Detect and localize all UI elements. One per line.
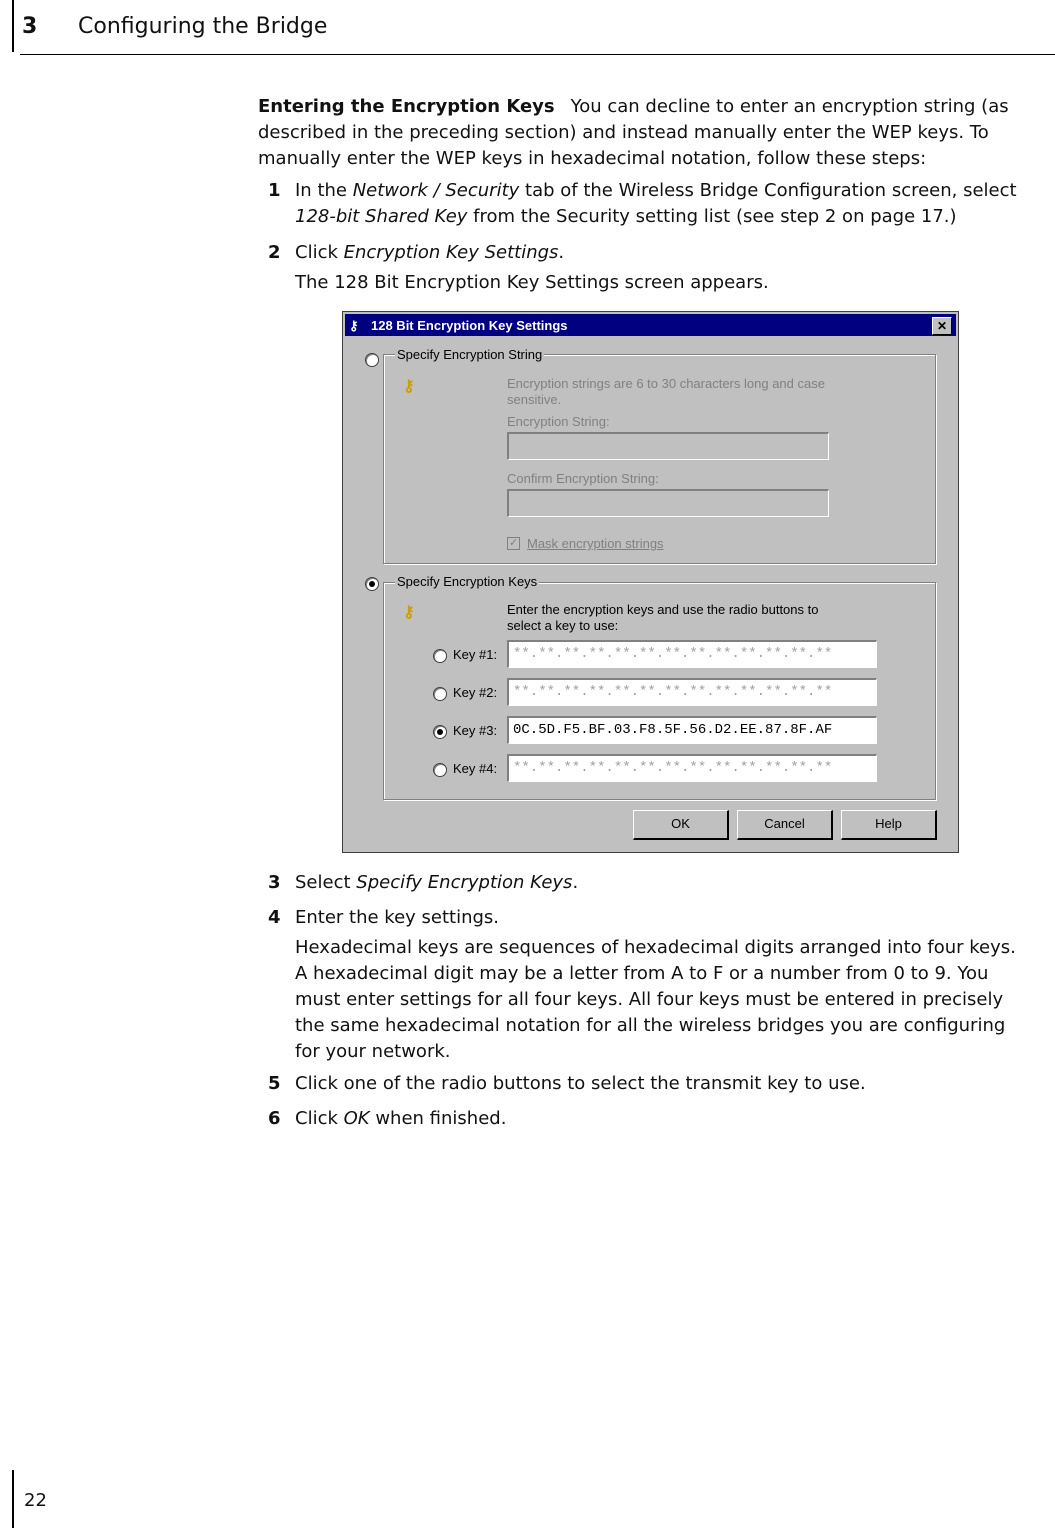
button-reference: Encryption Key Settings (343, 242, 559, 263)
radio-specify-string[interactable] (365, 353, 379, 367)
intro-text: You can decline to enter an encryption string (as described in the preceding section) and instead manually enter the WEP keys. To manually enter the WEP keys in hexadecimal notation, follow these steps: (258, 96, 1009, 169)
key-2-label: Key #2: (453, 685, 498, 700)
ok-button[interactable]: OK (633, 810, 729, 840)
header-rule (20, 54, 1055, 55)
step-text: . (558, 242, 565, 263)
step-text: from the Security setting list (see step 2 on page 17.) (467, 206, 957, 227)
key-icon: ⚷ (403, 378, 415, 395)
chapter-number: 3 (22, 14, 38, 39)
key-3-input[interactable]: 0C.5D.F5.BF.03.F8.5F.56.D2.EE.87.8F.AF (507, 716, 877, 744)
tab-reference: Network / Security (352, 180, 520, 201)
intro-paragraph (258, 94, 1053, 172)
step-6 (268, 1106, 507, 1132)
option-reference: Specify Encryption Keys (356, 872, 573, 893)
string-description: Encryption strings are 6 to 30 characters long and case sensitive. (507, 376, 825, 407)
step-2 (268, 240, 565, 266)
cancel-button[interactable]: Cancel (737, 810, 833, 840)
encryption-string-label: Encryption String: (507, 414, 610, 429)
dialog-titlebar (345, 314, 956, 336)
step-4-detail: Hexadecimal keys are sequences of hexadecimal digits arranged into four keys. A hexadecimal digit may be a letter from A to F or a number from 0 to 9. You must enter settings for all four keys. All four keys must be entered in precisely the same hexadecimal notation for all the wireless bridges you are configuring for your network. (295, 937, 1016, 1062)
step-2-result: The 128 Bit Encryption Key Settings screen appears. (295, 272, 769, 293)
chapter-title: Configuring the Bridge (78, 14, 328, 39)
radio-specify-keys[interactable] (365, 577, 379, 591)
section-heading: Entering the Encryption Keys (258, 96, 555, 117)
step-text: Click one of the radio buttons to select the transmit key to use. (295, 1073, 866, 1094)
mask-checkbox[interactable]: ✓ (508, 537, 519, 549)
confirm-string-label: Confirm Encryption String: (507, 471, 659, 486)
key-1-label: Key #1: (453, 647, 498, 662)
radio-key-3[interactable] (433, 725, 447, 739)
button-reference: OK (343, 1108, 370, 1129)
step-text: Enter the key settings. (295, 907, 500, 928)
step-number: 2 (268, 242, 281, 263)
step-text: Click (295, 1108, 344, 1129)
mask-label: Mask encryption strings (527, 536, 664, 551)
step-1 (268, 178, 1017, 227)
step-number: 4 (268, 907, 281, 928)
step-4 (268, 905, 500, 931)
step-number: 1 (268, 180, 281, 201)
radio-key-2[interactable] (433, 687, 447, 701)
keys-description: Enter the encryption keys and use the radio buttons to select a key to use: (507, 602, 819, 633)
key-4-label: Key #4: (453, 761, 498, 776)
step-number: 3 (268, 872, 281, 893)
dialog-title: 128 Bit Encryption Key Settings (371, 318, 568, 333)
key-1-input[interactable]: **.**.**.**.**.**.**.**.**.**.**.**.** (507, 640, 877, 668)
keys-group-legend: Specify Encryption Keys (397, 574, 538, 589)
header-rule-vertical (12, 0, 14, 52)
step-text: when finished. (369, 1108, 507, 1129)
key-3-label: Key #3: (453, 723, 498, 738)
step-text: Select (295, 872, 357, 893)
step-text: Click (295, 242, 344, 263)
footer-rule-vertical (12, 1470, 14, 1528)
step-3 (268, 870, 579, 896)
step-5 (268, 1071, 866, 1097)
radio-key-1[interactable] (433, 649, 447, 663)
option-reference: 128-bit Shared Key (295, 206, 468, 227)
encryption-key-dialog (342, 311, 959, 853)
key-2-input[interactable]: **.**.**.**.**.**.**.**.**.**.**.**.** (507, 678, 877, 706)
help-button[interactable]: Help (841, 810, 937, 840)
key-4-input[interactable]: **.**.**.**.**.**.**.**.**.**.**.**.** (507, 754, 877, 782)
confirm-string-input[interactable] (507, 489, 829, 517)
step-text: tab of the Wireless Bridge Configuration screen, select (519, 180, 1017, 201)
step-number: 5 (268, 1073, 281, 1094)
string-group-legend: Specify Encryption String (397, 347, 543, 362)
step-text: . (572, 872, 579, 893)
encryption-string-input[interactable] (507, 432, 829, 460)
step-text: In the (295, 180, 353, 201)
page-number: 22 (24, 1490, 47, 1511)
key-icon: ⚷ (403, 604, 415, 621)
radio-key-4[interactable] (433, 763, 447, 777)
close-button[interactable]: ✕ (932, 317, 952, 335)
step-number: 6 (268, 1108, 281, 1129)
key-icon: ⚷ (349, 318, 359, 333)
